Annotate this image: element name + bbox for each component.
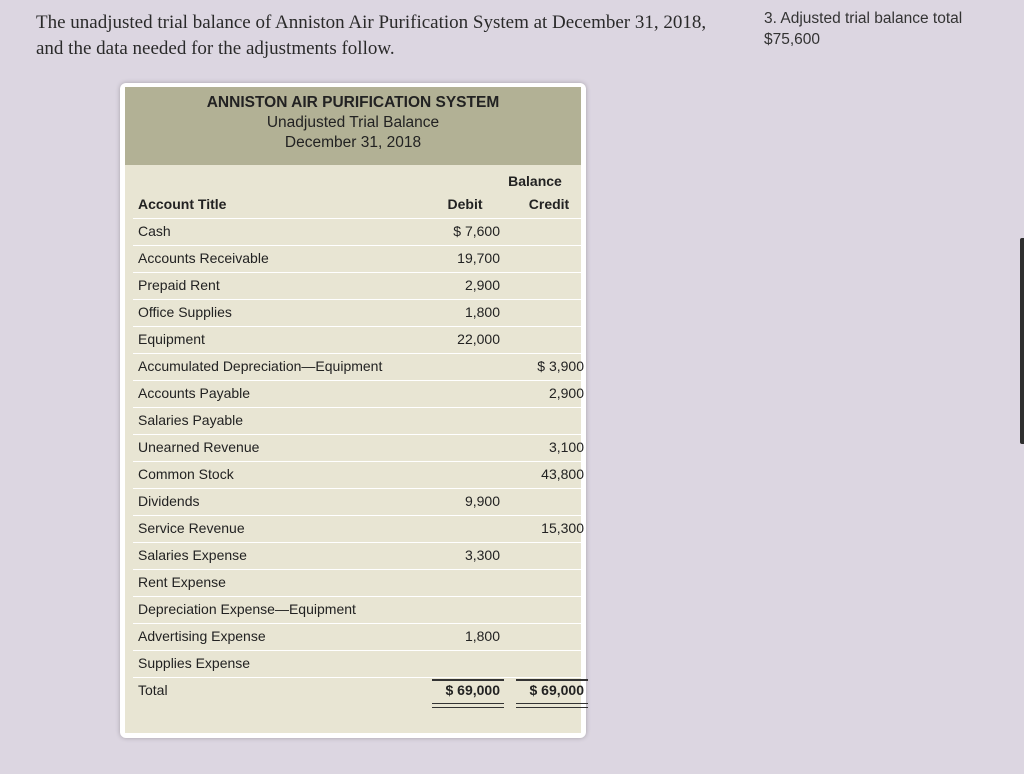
statement-title: Unadjusted Trial Balance [266, 114, 440, 131]
debit-total-rule [432, 679, 504, 681]
table-row [133, 462, 584, 489]
column-header-row [133, 192, 581, 219]
table-row [133, 516, 584, 543]
debit-cell: 19,700 [457, 250, 500, 266]
table-row [133, 597, 581, 624]
table-row [133, 219, 581, 246]
table-row [133, 489, 581, 516]
debit-cell: $ 7,600 [453, 223, 500, 239]
account-cell: Common Stock [138, 466, 234, 482]
column-header-credit: Credit [528, 196, 570, 212]
credit-cell: 15,300 [541, 520, 584, 536]
table-row [133, 300, 581, 327]
table-row [133, 246, 581, 273]
column-header-debit: Debit [447, 196, 483, 212]
table-row [133, 273, 581, 300]
table-row [133, 327, 581, 354]
account-cell: Dividends [138, 493, 200, 509]
account-cell: Advertising Expense [138, 628, 266, 644]
header-spacer [133, 165, 581, 192]
credit-double-underline [516, 703, 588, 708]
account-cell: Accounts Receivable [138, 250, 269, 266]
account-cell: Unearned Revenue [138, 439, 260, 455]
account-cell: Accounts Payable [138, 385, 251, 401]
answer-note-value: $75,600 [764, 31, 821, 48]
account-cell: Salaries Payable [138, 412, 244, 428]
total-row [133, 678, 584, 705]
debit-cell: 3,300 [464, 547, 500, 563]
trial-balance-header [125, 87, 581, 165]
account-cell: Salaries Expense [138, 547, 247, 563]
credit-total-rule [516, 679, 588, 681]
credit-cell: 2,900 [548, 385, 584, 401]
credit-cell: $ 3,900 [537, 358, 584, 374]
total-credit: $ 69,000 [529, 682, 584, 698]
debit-cell: 1,800 [464, 628, 500, 644]
total-label: Total [138, 682, 168, 698]
debit-cell: 1,800 [464, 304, 500, 320]
total-debit: $ 69,000 [445, 682, 500, 698]
table-row [133, 408, 581, 435]
account-cell: Equipment [138, 331, 205, 347]
column-header-account: Account Title [138, 196, 227, 212]
trial-balance-card [120, 83, 586, 738]
account-cell: Accumulated Depreciation—Equipment [138, 358, 383, 374]
answer-note-label: 3. Adjusted trial balance total [764, 10, 963, 27]
table-row [133, 651, 581, 678]
company-name: ANNISTON AIR PURIFICATION SYSTEM [206, 94, 500, 111]
table-row [133, 435, 584, 462]
table-row [133, 354, 584, 381]
answer-note [764, 8, 1014, 50]
credit-cell: 43,800 [541, 466, 584, 482]
trial-balance-body [125, 165, 584, 733]
account-cell: Rent Expense [138, 574, 226, 590]
account-cell: Service Revenue [138, 520, 245, 536]
account-cell: Supplies Expense [138, 655, 251, 671]
account-cell: Cash [138, 223, 171, 239]
table-row [133, 624, 581, 651]
problem-intro-text: The unadjusted trial balance of Anniston Air Purification System at December 31, 2018, and the data needed for the adjustments follow. [36, 12, 707, 59]
statement-date: December 31, 2018 [284, 134, 422, 151]
table-row [133, 381, 584, 408]
debit-cell: 9,900 [464, 493, 500, 509]
balance-column-group-label: Balance [508, 173, 562, 189]
account-cell: Office Supplies [138, 304, 232, 320]
account-cell: Depreciation Expense—Equipment [138, 601, 356, 617]
credit-cell: 3,100 [548, 439, 584, 455]
debit-cell: 2,900 [464, 277, 500, 293]
table-row [133, 543, 581, 570]
account-cell: Prepaid Rent [138, 277, 220, 293]
debit-cell: 22,000 [457, 331, 500, 347]
table-row [133, 570, 581, 597]
debit-double-underline [432, 703, 504, 708]
scrollbar-thumb[interactable] [1020, 238, 1024, 444]
